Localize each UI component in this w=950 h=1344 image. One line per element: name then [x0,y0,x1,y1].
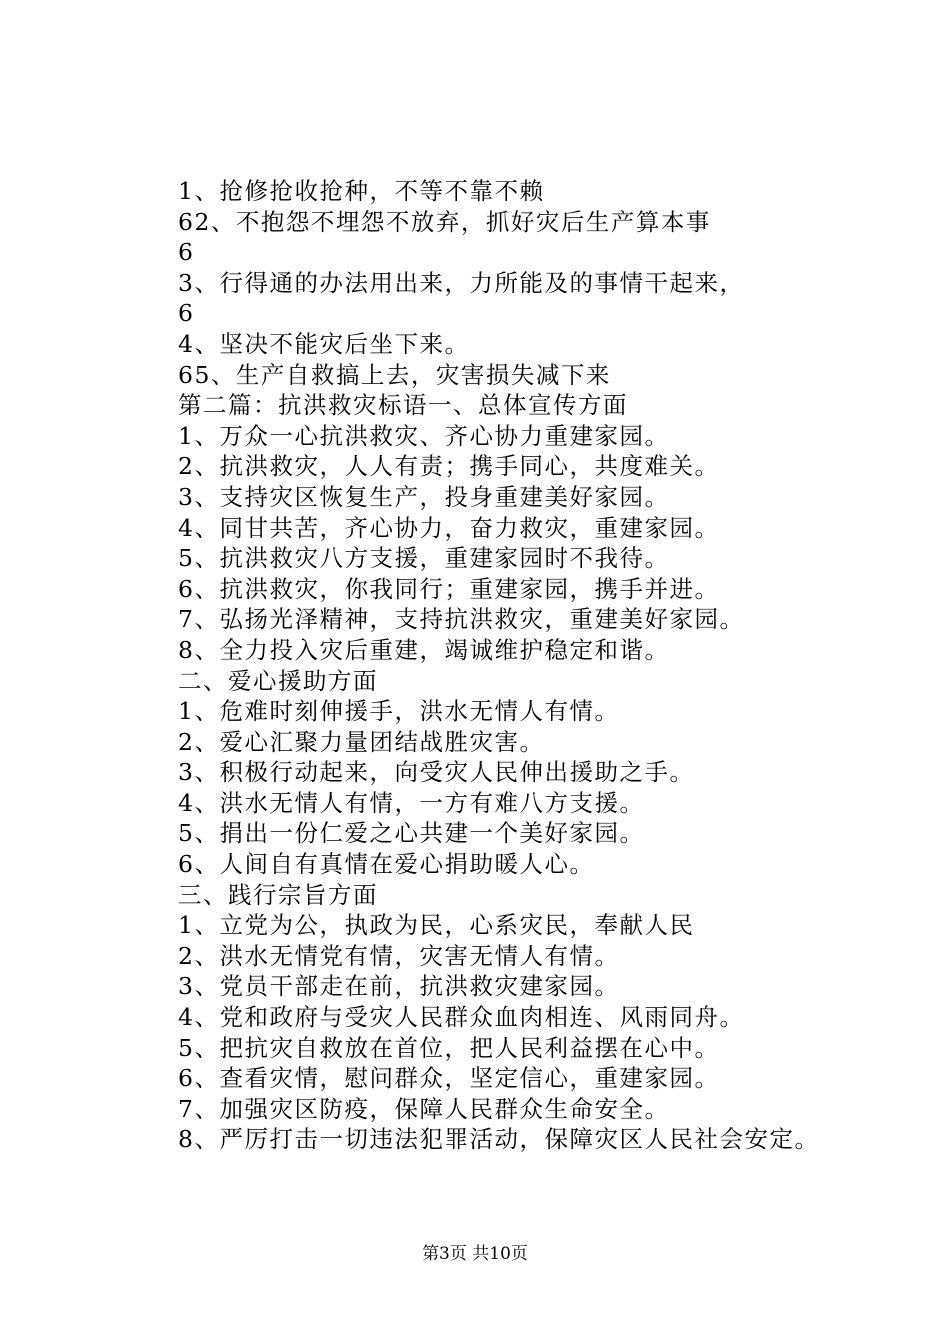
section-heading: 三、践行宗旨方面 [178,880,378,909]
text-line: 1、立党为公，执政为民，心系灾民，奉献人民 [178,911,695,940]
text-line: 6、人间自有真情在爱心捐助暖人心。 [178,850,595,879]
text-line: 4、党和政府与受灾人民群众血肉相连、风雨同舟。 [178,1003,745,1032]
text-line: 6 [178,299,195,328]
text-line: 8、严厉打击一切违法犯罪活动，保障灾区人民社会安定。 [178,1125,820,1154]
text-line: 2、洪水无情党有情，灾害无情人有情。 [178,941,620,970]
text-line: 1、抢修抢收抢种，不等不靠不赖 [178,177,545,205]
text-line: 3、党员干部走在前，抗洪救灾建家园。 [178,972,620,1001]
text-line: 4、坚决不能灾后坐下来。 [178,329,470,358]
text-line: 3、行得通的办法用出来，力所能及的事情干起来， [178,268,745,297]
document-body [178,176,918,1155]
text-line: 3、支持灾区恢复生产，投身重建美好家园。 [178,482,670,511]
text-line: 65、生产自救搞上去，灾害损失减下来 [178,360,611,389]
text-line: 2、抗洪救灾，人人有责；携手同心，共度难关。 [178,452,720,481]
text-line: 6、抗洪救灾，你我同行；重建家园，携手并进。 [178,574,720,603]
text-line: 1、危难时刻伸援手，洪水无情人有情。 [178,697,620,726]
text-line: 3、积极行动起来，向受灾人民伸出援助之手。 [178,758,695,787]
text-line: 62、不抱怨不埋怨不放弃，抓好灾后生产算本事 [178,207,711,236]
text-line: 6 [178,238,195,267]
text-line: 7、加强灾区防疫，保障人民群众生命安全。 [178,1094,670,1123]
section-heading: 二、爱心援助方面 [178,666,378,695]
text-line: 6、查看灾情，慰问群众，坚定信心，重建家园。 [178,1064,720,1093]
text-line: 4、同甘共苦，齐心协力，奋力救灾，重建家园。 [178,513,720,542]
text-line: 1、万众一心抗洪救灾、齐心协力重建家园。 [178,421,670,450]
text-line: 7、弘扬光泽精神，支持抗洪救灾，重建美好家园。 [178,605,745,634]
section-heading: 第二篇：抗洪救灾标语一、总体宣传方面 [178,391,628,420]
page-number-footer: 第3页 共10页 [422,1244,528,1264]
text-line: 5、抗洪救灾八方支援，重建家园时不我待。 [178,544,670,573]
text-line: 5、捐出一份仁爱之心共建一个美好家园。 [178,819,645,848]
text-line: 4、洪水无情人有情，一方有难八方支援。 [178,788,645,817]
text-line: 8、全力投入灾后重建，竭诚维护稳定和谐。 [178,635,670,664]
text-line: 5、把抗灾自救放在首位，把人民利益摆在心中。 [178,1033,720,1062]
text-line: 2、爱心汇聚力量团结战胜灾害。 [178,727,545,756]
